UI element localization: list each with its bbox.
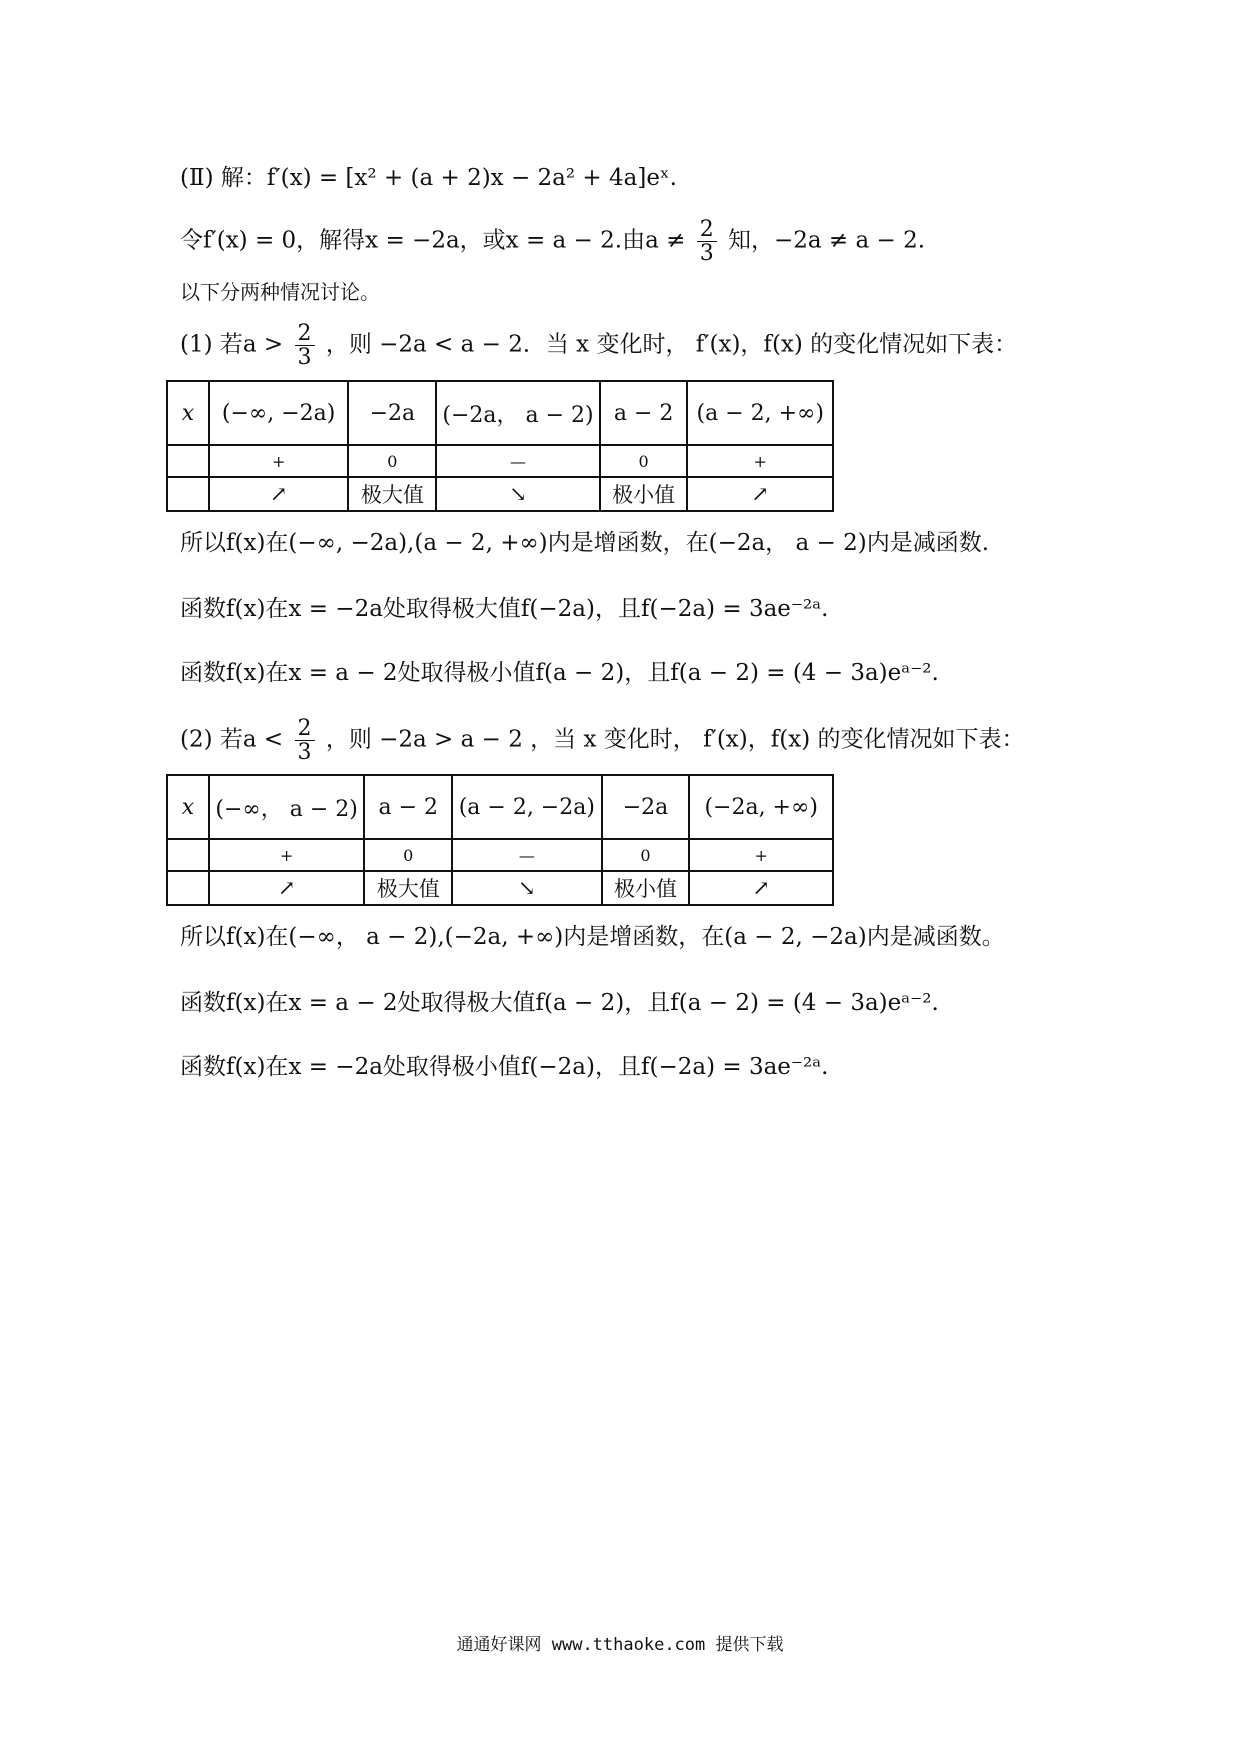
case2-intro-text-end: ，则 −2a > a − 2 ，当 x 变化时， f′(x)，f(x) 的变化情况如下表： [325, 726, 1025, 753]
case1-monotonicity: 所以f(x)在(−∞, −2a),(a − 2, +∞)内是增函数，在(−2a， a − 2)内是减函数. [180, 530, 990, 556]
fraction-numerator: 2 [295, 322, 315, 346]
case2-maximum: 函数f(x)在x = a − 2处取得极大值f(a − 2)，且f(a − 2) = (4 − 3a)eᵃ⁻². [180, 990, 939, 1016]
table-cell: (a − 2, +∞) [687, 381, 833, 445]
table-cell: ↗ [209, 871, 365, 905]
fraction-denominator: 3 [699, 241, 714, 267]
table-cell: — [452, 839, 602, 871]
table-cell: ↗ [687, 477, 833, 511]
table-cell: 0 [348, 445, 436, 477]
case1-maximum: 函数f(x)在x = −2a处取得极大值f(−2a)，且f(−2a) = 3ae⁻²ᵃ. [180, 596, 829, 622]
table-cell: + [689, 839, 833, 871]
table-cell [167, 871, 209, 905]
case2-minimum: 函数f(x)在x = −2a处取得极小值f(−2a)，且f(−2a) = 3ae⁻²ᵃ. [180, 1054, 829, 1080]
table-cell: ↘ [436, 477, 600, 511]
fraction-two-thirds [295, 717, 315, 764]
table-cell: + [209, 839, 365, 871]
table-cell: x [167, 775, 209, 839]
table-cell: a − 2 [600, 381, 688, 445]
table-cell: (−2a, +∞) [689, 775, 833, 839]
case1-minimum: 函数f(x)在x = a − 2处取得极小值f(a − 2)，且f(a − 2) = (4 − 3a)eᵃ⁻². [180, 660, 939, 686]
table-cell: (−∞， a − 2) [209, 775, 365, 839]
table-cell: 极大值 [364, 871, 452, 905]
critical-points-text: 令f′(x) = 0，解得x = −2a，或x = a − 2.由a ≠ [180, 227, 686, 254]
table-cell: (−2a， a − 2) [436, 381, 600, 445]
table-sign-row [167, 445, 833, 477]
table-cell: 极小值 [602, 871, 690, 905]
table-header-row [167, 381, 833, 445]
table-cell: ↘ [452, 871, 602, 905]
table-cell: 极小值 [600, 477, 688, 511]
table-cell: 极大值 [348, 477, 436, 511]
critical-points-line [180, 218, 925, 265]
case1-intro-text: (1) 若a > [180, 331, 284, 358]
case1-intro-text-end: ，则 −2a < a − 2．当 x 变化时， f′(x)，f(x) 的变化情况如下表： [325, 331, 1018, 358]
case2-variation-table [166, 774, 834, 906]
table-cell: (a − 2, −2a) [452, 775, 602, 839]
case2-monotonicity: 所以f(x)在(−∞， a − 2),(−2a, +∞)内是增函数，在(a − 2, −2a)内是减函数。 [180, 924, 1005, 950]
critical-points-text-end: 知，−2a ≠ a − 2. [728, 227, 926, 254]
table-cell: 0 [600, 445, 688, 477]
fraction-denominator: 3 [297, 345, 312, 371]
table-header-row [167, 775, 833, 839]
fraction-denominator: 3 [297, 740, 312, 766]
cases-intro: 以下分两种情况讨论。 [180, 280, 380, 304]
table-cell: ↗ [209, 477, 349, 511]
fraction-two-thirds [697, 218, 717, 265]
table-cell: — [436, 445, 600, 477]
case2-intro-text: (2) 若a < [180, 726, 284, 753]
table-cell: −2a [348, 381, 436, 445]
table-cell: + [687, 445, 833, 477]
case2-intro [180, 717, 1024, 764]
table-cell: (−∞, −2a) [209, 381, 349, 445]
table-cell [167, 477, 209, 511]
page-footer: 通通好课网 www.tthaoke.com 提供下载 [456, 1635, 784, 1655]
table-sign-row [167, 839, 833, 871]
table-trend-row [167, 477, 833, 511]
table-cell: x [167, 381, 209, 445]
table-cell [167, 839, 209, 871]
fraction-numerator: 2 [697, 218, 717, 242]
table-cell: −2a [602, 775, 690, 839]
table-cell: + [209, 445, 349, 477]
table-cell [167, 445, 209, 477]
case1-variation-table [166, 380, 834, 512]
table-cell: a − 2 [364, 775, 452, 839]
case1-intro [180, 322, 1017, 369]
fraction-two-thirds [295, 322, 315, 369]
fraction-numerator: 2 [295, 717, 315, 741]
table-cell: ↗ [689, 871, 833, 905]
table-cell: 0 [364, 839, 452, 871]
table-cell: 0 [602, 839, 690, 871]
derivative-line: (Ⅱ) 解：f′(x) = [x² + (a + 2)x − 2a² + 4a]eˣ. [180, 165, 677, 191]
table-trend-row [167, 871, 833, 905]
